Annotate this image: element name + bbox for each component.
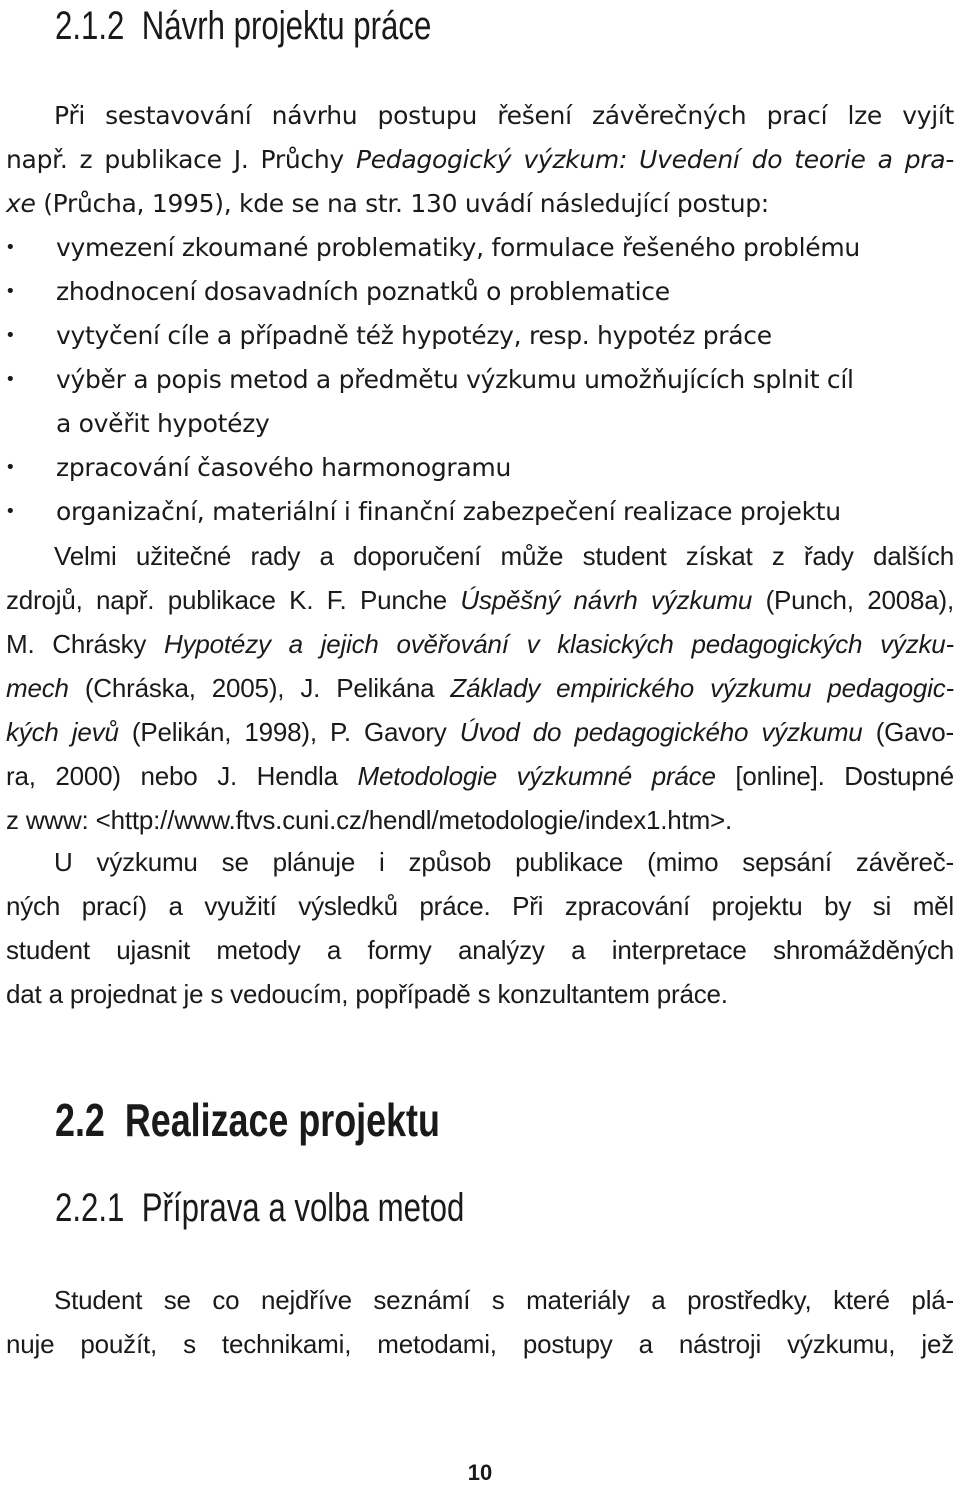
list-item — [0, 314, 946, 358]
book-title: Pedagogický výzkum: Uvedení do teorie a pra- — [355, 145, 954, 174]
text-span: (Chráska, 2005), J. Pelikána — [68, 673, 451, 703]
book-title: xe — [6, 189, 36, 218]
page-number: 10 — [467, 1460, 493, 1485]
heading-number: 2.2.1 — [55, 1186, 125, 1230]
bullet-icon: • — [5, 369, 16, 390]
text-line — [6, 578, 954, 622]
url-line: z www: <http://www.ftvs.cuni.cz/hendl/metodologie/index1.htm>. — [6, 805, 733, 835]
text-line — [6, 182, 954, 226]
heading-title: Příprava a volba metod — [141, 1186, 465, 1230]
text-line: nuje použít, s technikami, metodami, postupy a nástroji výzkumu, jež — [6, 1329, 954, 1359]
heading-title: Realizace projektu — [124, 1094, 440, 1146]
bullet-icon: • — [5, 457, 16, 478]
list-item-text: vytyčení cíle a případně též hypotézy, resp. hypotéz práce — [56, 321, 772, 350]
book-title: Úspěšný návrh výzkumu — [460, 585, 753, 615]
list-item-text: a ověřit hypotézy — [56, 409, 270, 438]
list-item — [0, 490, 946, 534]
text-line: student ujasnit metody a formy analýzy a interpretace shromážděných — [6, 935, 954, 965]
text-line: ných prací) a využití výsledků práce. Při zpracování projektu by si měl — [6, 891, 954, 921]
heading-number: 2.2 — [55, 1094, 105, 1146]
list-item — [0, 446, 946, 490]
book-title: kých jevů — [6, 717, 119, 747]
text-line — [6, 754, 954, 798]
heading-2-1-2 — [55, 2, 431, 50]
book-title: Základy empirického výzkumu pedagogic- — [450, 673, 954, 703]
book-title: Metodologie výzkumné práce — [357, 761, 716, 791]
bullet-icon: • — [5, 325, 16, 346]
heading-2-2 — [55, 1093, 440, 1147]
heading-2-2-1 — [55, 1184, 464, 1232]
paragraph-sources — [6, 534, 954, 842]
text-span: ra, 2000) nebo J. Hendla — [6, 761, 358, 791]
text-span: M. Chrásky — [6, 629, 165, 659]
text-span: (Punch, 2008a), — [752, 585, 954, 615]
text-line: dat a projednat je s vedoucím, popřípadě s konzultantem práce. — [6, 979, 728, 1009]
text-span: [online]. Dostupné — [715, 761, 954, 791]
text-span: (Pelikán, 1998), P. Gavory — [118, 717, 460, 747]
bullet-icon: • — [5, 501, 16, 522]
list-item-text: organizační, materiální i finanční zabezpečení realizace projektu — [56, 497, 841, 526]
text-line — [6, 622, 954, 666]
heading-title: Návrh projektu práce — [141, 4, 432, 48]
list-item-text: výběr a popis metod a předmětu výzkumu umožňujících splnit cíl — [56, 365, 854, 394]
text-span: zdrojů, např. publikace K. F. Punche — [6, 585, 461, 615]
text-span: např. z publikace J. Průchy — [6, 145, 356, 174]
list-item-text: zhodnocení dosavadních poznatků o problematice — [56, 277, 670, 306]
book-title: Úvod do pedagogického výzkumu — [459, 717, 863, 747]
list-item — [0, 358, 946, 402]
heading-number: 2.1.2 — [55, 4, 125, 48]
book-title: Hypotézy a jejich ověřování v klasických pedagogických výzku- — [164, 629, 955, 659]
paragraph-publication — [6, 840, 954, 1016]
list-item — [0, 226, 946, 270]
text-line: U výzkumu se plánuje i způsob publikace (mimo sepsání závěreč- — [54, 847, 954, 877]
bullet-icon: • — [5, 281, 16, 302]
text-line — [6, 666, 954, 710]
list-item-text: zpracování časového harmonogramu — [56, 453, 511, 482]
text-line — [6, 710, 954, 754]
book-title: mech — [6, 673, 69, 703]
paragraph-preparation — [6, 1278, 954, 1366]
text-span: (Gavo- — [862, 717, 954, 747]
list-item-text: vymezení zkoumané problematiky, formulace řešeného problému — [56, 233, 860, 262]
bullet-list — [0, 226, 946, 534]
text-line: Při sestavování návrhu postupu řešení závěrečných prací lze vyjít — [54, 101, 954, 130]
list-item — [0, 270, 946, 314]
text-span: (Průcha, 1995), kde se na str. 130 uvádí následující postup: — [35, 189, 769, 218]
bullet-icon: • — [5, 237, 16, 258]
list-item-continuation — [0, 402, 946, 446]
text-line — [6, 138, 954, 182]
paragraph-intro — [6, 94, 954, 226]
text-line: Velmi užitečné rady a doporučení může student získat z řady dalších — [54, 541, 954, 571]
text-line: Student se co nejdříve seznámí s materiály a prostředky, které plá- — [54, 1285, 954, 1315]
